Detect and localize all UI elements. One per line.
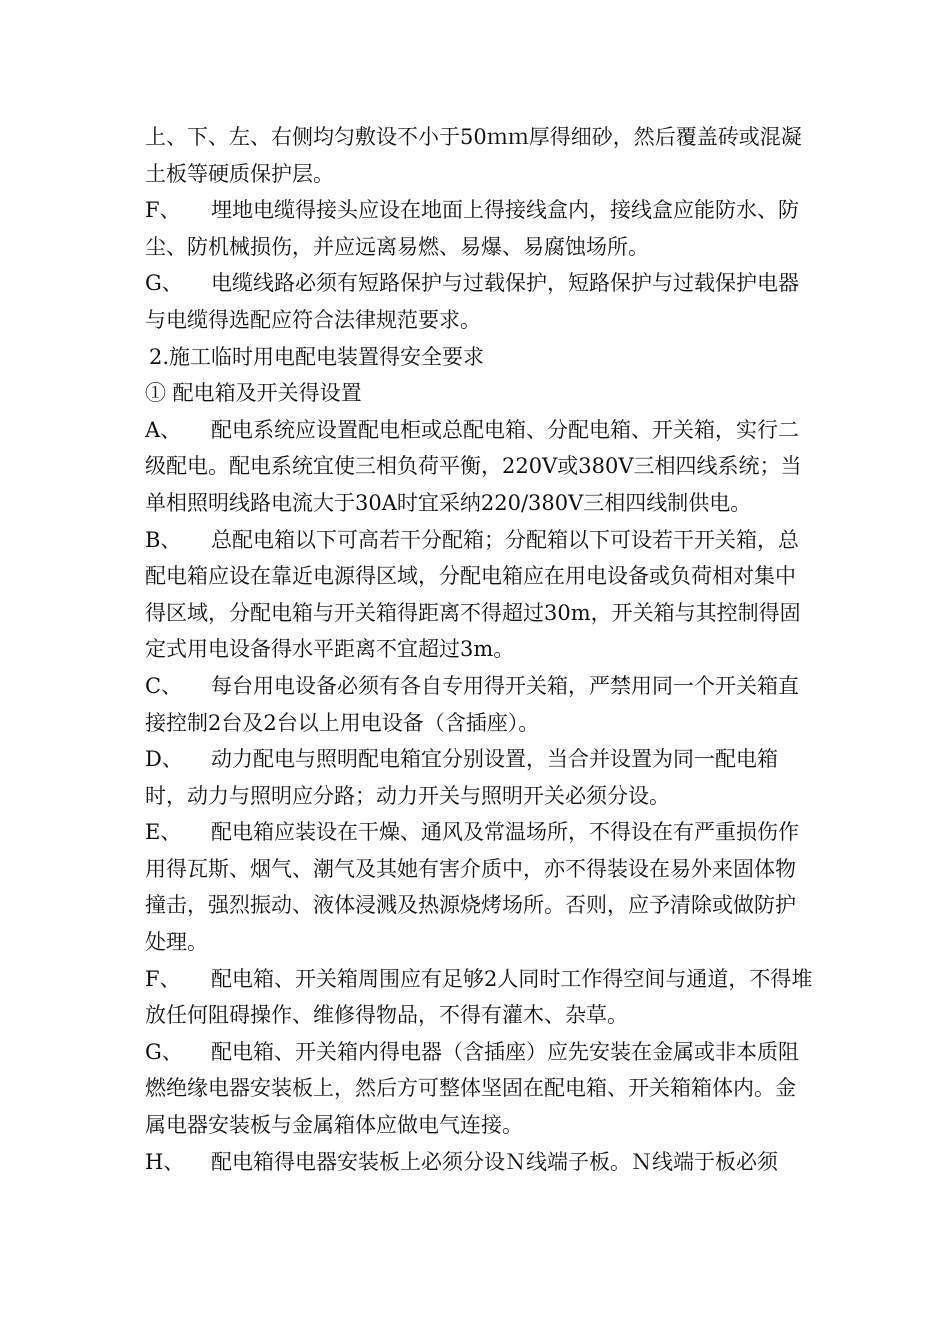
item-marker: E、: [145, 820, 182, 845]
item-marker: G、: [145, 271, 183, 296]
paragraph-text: 埋地电缆得接头应设在地面上得接线盒内，接线盒应能防水、防尘、防机械损伤，并应远离易燃、易爆、易腐蚀场所。: [145, 198, 799, 259]
paragraph-item-f2: [145, 961, 815, 1034]
subsection-heading-text: ① 配电箱及开关得设置: [145, 381, 362, 406]
section-heading-text: 2.施工临时用电配电装置得安全要求: [149, 344, 485, 369]
paragraph-text: 上、下、左、右侧均匀敷设不小于50ｍｍ厚得细砂，然后覆盖砖或混凝土板等硬质保护层。: [145, 125, 802, 186]
item-marker: D、: [145, 747, 183, 772]
item-marker: C、: [145, 673, 183, 698]
paragraph-text: 总配电箱以下可高若干分配箱；分配箱以下可设若干开关箱，总配电箱应设在靠近电源得区域，分配电箱应在用电设备或负荷相对集中得区域，分配电箱与开关箱得距离不得超过30m，开关箱与其控制得固定式用电设备得水平距离不宜超过3m。: [145, 527, 801, 662]
paragraph-text: 配电箱、开关箱周围应有足够2人同时工作得空间与通道，不得堆放任何阻碍操作、维修得物品，不得有灌木、杂草。: [145, 966, 813, 1028]
paragraph-text: 配电系统应设置配电柜或总配电箱、分配电箱、开关箱，实行二级配电。配电系统宜使三相负荷平衡，220V或380V三相四线系统；当单相照明线路电流大于30A时宜采纳220/380V三相四线制供电。: [145, 417, 802, 515]
item-marker: F、: [145, 966, 181, 991]
item-marker: H、: [145, 1149, 185, 1174]
document-body: [145, 119, 815, 1180]
item-marker: F、: [145, 198, 181, 223]
paragraph-item-g2: [145, 1034, 815, 1144]
paragraph-item-e: [145, 814, 815, 960]
paragraph-text: 配电箱、开关箱内得电器（含插座）应先安装在金属或非本质阻燃绝缘电器安装板上，然后方可整体坚固在配电箱、开关箱箱体内。金属电器安装板与金属箱体应做电气连接。: [145, 1039, 799, 1138]
paragraph-text: 每台用电设备必须有各自专用得开关箱，严禁用同一个开关箱直接控制2台及2台以上用电设备（含插座）。: [145, 673, 799, 735]
paragraph-item-c: [145, 668, 815, 741]
section-heading: [145, 339, 815, 376]
item-marker: G、: [145, 1039, 183, 1064]
paragraph-text: 电缆线路必须有短路保护与过载保护，短路保护与过载保护电器与电缆得选配应符合法律规范要求。: [145, 271, 799, 332]
item-marker: B、: [145, 527, 182, 552]
paragraph-item-a: [145, 412, 815, 522]
paragraph-item-b: [145, 522, 815, 668]
paragraph-text: 配电箱得电器安装板上必须分设Ｎ线端子板。Ｎ线端于板必须: [211, 1149, 778, 1174]
paragraph-item-d: [145, 741, 815, 814]
subsection-heading: [145, 375, 815, 412]
paragraph-text: 配电箱应装设在干燥、通风及常温场所，不得设在有严重损伤作用得瓦斯、烟气、潮气及其她有害介质中，亦不得装设在易外来固体物撞击，强烈振动、液体浸溅及热源烧烤场所。否则，应予清除或做防护处理。: [145, 820, 799, 955]
paragraph-item-f: [145, 192, 815, 265]
item-marker: A、: [145, 417, 182, 442]
paragraph-text: 动力配电与照明配电箱宜分别设置，当合并设置为同一配电箱时，动力与照明应分路；动力开关与照明开关必须分设。: [145, 747, 778, 808]
paragraph-item-h: [145, 1144, 815, 1181]
paragraph-item-g: [145, 265, 815, 338]
paragraph-continuation: [145, 119, 815, 192]
